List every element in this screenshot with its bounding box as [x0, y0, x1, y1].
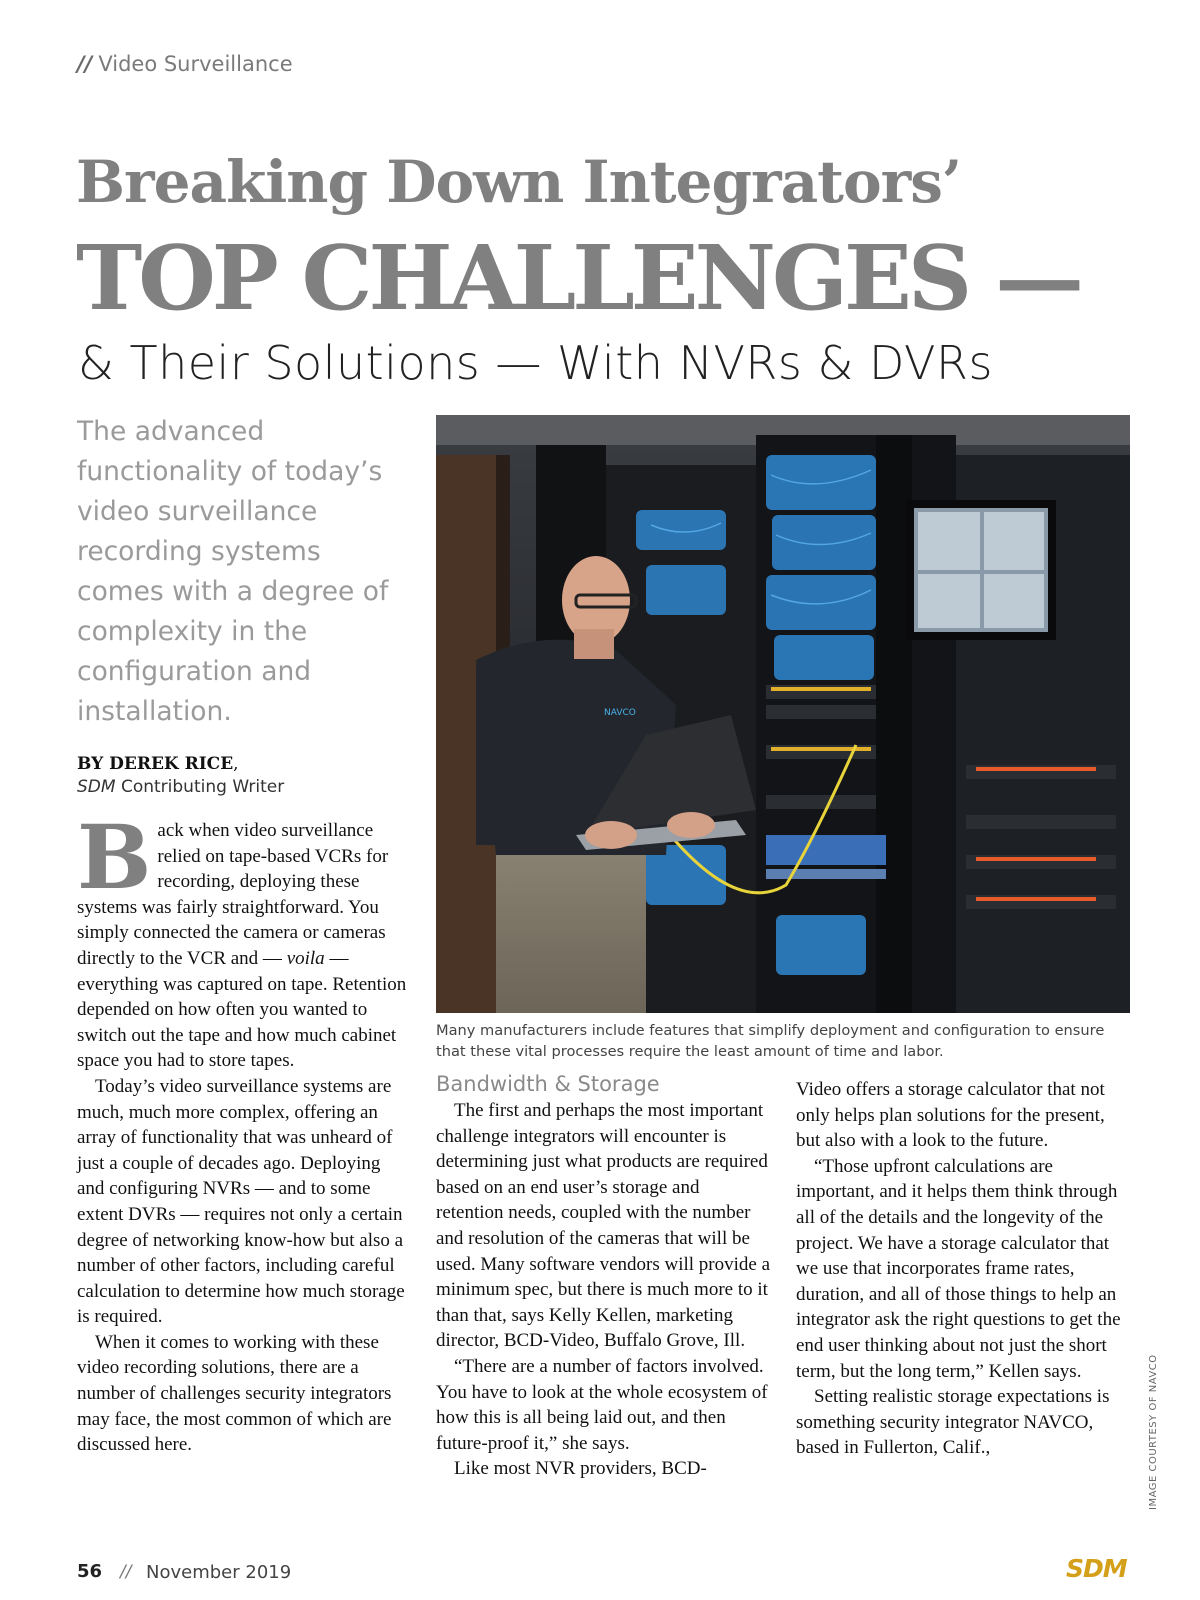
body-paragraph: The first and perhaps the most important challenge integrators will encounter is determining just what products are required based on an end user’s storage and retention needs, coupled with the number and resolution of the cameras that will be used. Many software vendors will provide a minimum spec, but there is much more to it than that, says Kelly Kellen, marketing director, BCD-Video, Buffalo Grove, Ill. — [436, 1100, 771, 1352]
body-paragraph: Like most NVR providers, BCD- — [454, 1458, 707, 1480]
body-column-2 — [436, 1098, 770, 1482]
headline-line-1: Breaking Down Integrators’ — [76, 148, 962, 216]
section-slashes: // — [77, 52, 93, 76]
byline-publication: SDM — [77, 777, 116, 797]
drop-cap: B — [77, 805, 152, 909]
body-paragraph: Setting realistic storage expectations is something security integrator NAVCO, based in Fullerton, Calif., — [796, 1386, 1110, 1459]
body-paragraph: “There are a number of factors involved. You have to look at the whole ecosystem of how this is all being laid out, and then future-proof it,” she says. — [436, 1355, 768, 1454]
body-paragraph: “Those upfront calculations are important, and it helps them think through all of the details and the longevity of the project. We have a storage calculator that we use that incorporates frame rates, duration, and all of those things to help an integrator ask the right questions to get the end user thinking about not just the short term, but the long term,” Kellen says. — [796, 1155, 1121, 1382]
byline-author — [77, 754, 239, 774]
byline-role-text: Contributing Writer — [115, 777, 285, 797]
body-paragraph: Video offers a storage calculator that not only helps plan solutions for the present, but also with a look to the future. — [796, 1079, 1105, 1152]
photo-caption: Many manufacturers include features that simplify deployment and configuration to ensure that these vital processes require the least amount of time and labor. — [436, 1022, 1105, 1060]
body-text: — everything was captured on tape. Retention depended on how often you wanted to switch out the tape and how much cabinet space you had to store tapes. — [77, 947, 407, 1072]
byline-author-name: BY DEREK RICE — [77, 754, 234, 774]
headline-line-2: TOP CHALLENGES — — [76, 225, 1081, 330]
footer-separator: // — [120, 1562, 132, 1582]
photo-credit: IMAGE COURTESY OF NAVCO — [1148, 1354, 1159, 1510]
issue-date: November 2019 — [146, 1562, 292, 1583]
body-paragraph: Today’s video surveillance systems are much, much more complex, offering an array of functionality that was unheard of just a couple of decades ago. Deploying and configuring NVRs — and to some extent DVRs — requires not only a certain degree of networking know-how but also a number of other factors, including careful calculation to determine how much storage is required. — [77, 1075, 405, 1328]
body-text: ack when video surveillance relied on tape-based VCRs for recording, deploying these systems was fairly straightforward. You simply connected the camera or cameras directly to the VCR and — — [77, 820, 389, 969]
body-column-1 — [77, 805, 411, 1458]
byline-role — [77, 777, 284, 797]
section-label: Video Surveillance — [98, 52, 293, 76]
page-number: 56 — [77, 1561, 103, 1582]
article-dek: The advanced functionality of today’s video surveillance recording systems comes with a degree of complexity in the configuration and installation. — [77, 416, 389, 727]
body-paragraph — [77, 805, 411, 1074]
section-tag — [77, 52, 293, 76]
shirt-logo: NAVCO — [604, 708, 636, 718]
subhead-bandwidth-storage: Bandwidth & Storage — [436, 1072, 660, 1096]
body-text-italic: voila — [286, 947, 325, 969]
sdm-logo: SDM — [1066, 1554, 1127, 1583]
byline-comma: , — [233, 754, 239, 774]
headline-line-3: & Their Solutions — With NVRs & DVRs — [78, 336, 993, 390]
server-room-photo — [436, 415, 1130, 1013]
body-paragraph: When it comes to working with these video recording solutions, there are a number of challenges security integrators may face, the most common of which are discussed here. — [77, 1331, 392, 1456]
body-column-3 — [796, 1077, 1130, 1461]
